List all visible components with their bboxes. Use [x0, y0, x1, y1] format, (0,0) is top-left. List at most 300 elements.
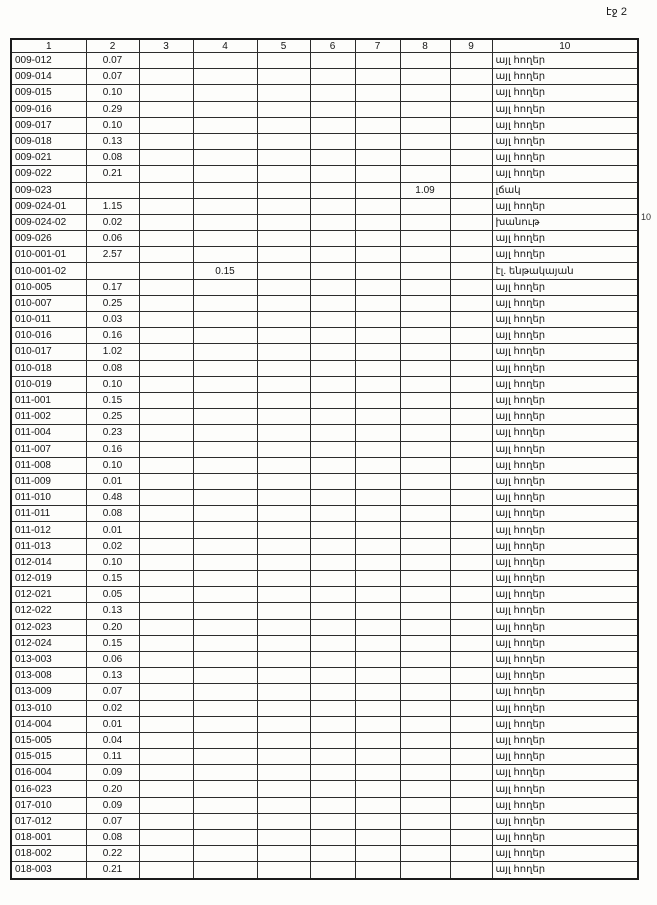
- table-cell: [310, 765, 355, 781]
- table-cell: 0.09: [86, 797, 139, 813]
- table-cell: այլ հողեր: [492, 490, 638, 506]
- table-row: [11, 182, 638, 198]
- table-cell: այլ հողեր: [492, 749, 638, 765]
- table-cell: [450, 765, 492, 781]
- table-cell: [257, 635, 310, 651]
- table-cell: [310, 376, 355, 392]
- table-cell: 0.03: [86, 312, 139, 328]
- table-cell: [193, 53, 257, 69]
- table-cell: [257, 133, 310, 149]
- table-cell: [257, 846, 310, 862]
- table-cell: [139, 182, 193, 198]
- table-cell: 0.17: [86, 279, 139, 295]
- table-cell: [193, 312, 257, 328]
- table-cell: [400, 247, 450, 263]
- table-cell: 009-018: [11, 133, 86, 149]
- table-cell: 015-005: [11, 732, 86, 748]
- table-cell: 0.02: [86, 700, 139, 716]
- table-cell: [139, 231, 193, 247]
- table-cell: [450, 214, 492, 230]
- table-cell: 009-014: [11, 69, 86, 85]
- table-cell: [355, 247, 400, 263]
- table-cell: [400, 425, 450, 441]
- table-cell: [450, 619, 492, 635]
- table-row: [11, 247, 638, 263]
- table-cell: [257, 651, 310, 667]
- table-cell: [257, 263, 310, 279]
- table-cell: [310, 425, 355, 441]
- table-cell: [193, 425, 257, 441]
- table-cell: 0.10: [86, 85, 139, 101]
- table-cell: [355, 668, 400, 684]
- table-cell: [193, 117, 257, 133]
- table-cell: [310, 473, 355, 489]
- table-cell: [400, 797, 450, 813]
- table-cell: [400, 214, 450, 230]
- table-cell: [139, 797, 193, 813]
- table-cell: [193, 538, 257, 554]
- table-cell: [450, 473, 492, 489]
- table-cell: 016-004: [11, 765, 86, 781]
- table-row: [11, 117, 638, 133]
- table-cell: [310, 700, 355, 716]
- table-cell: [355, 473, 400, 489]
- table-cell: [310, 231, 355, 247]
- table-cell: [400, 781, 450, 797]
- table-cell: 0.01: [86, 522, 139, 538]
- table-cell: [355, 538, 400, 554]
- table-cell: այլ հողեր: [492, 231, 638, 247]
- table-cell: այլ հողեր: [492, 360, 638, 376]
- table-cell: 010-016: [11, 328, 86, 344]
- table-cell: այլ հողեր: [492, 684, 638, 700]
- table-cell: [193, 182, 257, 198]
- table-cell: 0.23: [86, 425, 139, 441]
- table-cell: [450, 166, 492, 182]
- table-cell: 0.13: [86, 133, 139, 149]
- table-cell: 011-004: [11, 425, 86, 441]
- table-cell: [400, 603, 450, 619]
- table-cell: [139, 360, 193, 376]
- table-cell: [257, 700, 310, 716]
- table-cell: [257, 150, 310, 166]
- table-cell: [355, 150, 400, 166]
- table-cell: [400, 279, 450, 295]
- table-cell: [400, 830, 450, 846]
- table-cell: [193, 101, 257, 117]
- table-cell: [400, 392, 450, 408]
- table-cell: [355, 117, 400, 133]
- table-cell: [400, 846, 450, 862]
- table-cell: [139, 344, 193, 360]
- table-cell: [355, 101, 400, 117]
- table-cell: [193, 668, 257, 684]
- margin-note: 10: [641, 212, 652, 222]
- table-cell: [355, 328, 400, 344]
- table-cell: [257, 279, 310, 295]
- table-cell: [257, 522, 310, 538]
- table-cell: [310, 587, 355, 603]
- table-cell: [400, 473, 450, 489]
- table-cell: [355, 587, 400, 603]
- table-cell: [310, 651, 355, 667]
- table-cell: այլ հողեր: [492, 522, 638, 538]
- table-cell: [193, 344, 257, 360]
- table-cell: այլ հողեր: [492, 198, 638, 214]
- table-cell: [139, 700, 193, 716]
- table-cell: [400, 409, 450, 425]
- table-cell: [450, 813, 492, 829]
- table-cell: [193, 716, 257, 732]
- table-cell: [355, 506, 400, 522]
- table-cell: [400, 360, 450, 376]
- column-header: 2: [86, 39, 139, 53]
- table-cell: այլ հողեր: [492, 344, 638, 360]
- column-header: 7: [355, 39, 400, 53]
- table-cell: 009-017: [11, 117, 86, 133]
- table-cell: 017-010: [11, 797, 86, 813]
- table-cell: 0.15: [86, 635, 139, 651]
- table-cell: 0.13: [86, 668, 139, 684]
- table-cell: [355, 635, 400, 651]
- table-cell: [193, 522, 257, 538]
- table-row: [11, 360, 638, 376]
- table-cell: [355, 166, 400, 182]
- table-row: [11, 846, 638, 862]
- table-cell: [139, 830, 193, 846]
- table-cell: [139, 279, 193, 295]
- table-cell: 0.16: [86, 328, 139, 344]
- table-cell: [257, 344, 310, 360]
- table-cell: 011-001: [11, 392, 86, 408]
- table-cell: [450, 85, 492, 101]
- table-cell: [450, 198, 492, 214]
- table-cell: [139, 53, 193, 69]
- table-cell: [139, 247, 193, 263]
- table-cell: [310, 554, 355, 570]
- table-cell: [310, 441, 355, 457]
- column-header: 6: [310, 39, 355, 53]
- table-cell: այլ հողեր: [492, 409, 638, 425]
- table-cell: [139, 328, 193, 344]
- table-cell: [139, 392, 193, 408]
- table-cell: 018-003: [11, 862, 86, 879]
- table-cell: [400, 295, 450, 311]
- table-cell: [400, 765, 450, 781]
- table-cell: այլ հողեր: [492, 133, 638, 149]
- table-cell: [193, 133, 257, 149]
- table-row: [11, 166, 638, 182]
- table-cell: [310, 166, 355, 182]
- table-cell: 0.06: [86, 651, 139, 667]
- table-cell: [193, 506, 257, 522]
- table-cell: այլ հողեր: [492, 765, 638, 781]
- table-cell: 0.10: [86, 457, 139, 473]
- table-cell: [193, 571, 257, 587]
- table-cell: 0.08: [86, 150, 139, 166]
- table-cell: [400, 53, 450, 69]
- table-cell: [310, 603, 355, 619]
- table-cell: [139, 312, 193, 328]
- table-cell: [310, 716, 355, 732]
- table-row: [11, 312, 638, 328]
- table-row: [11, 376, 638, 392]
- table-cell: [193, 360, 257, 376]
- table-cell: 018-002: [11, 846, 86, 862]
- table-row: [11, 409, 638, 425]
- table-cell: [450, 571, 492, 587]
- table-cell: [355, 457, 400, 473]
- table-cell: 0.07: [86, 813, 139, 829]
- table-cell: [355, 522, 400, 538]
- table-cell: [310, 263, 355, 279]
- table-cell: [193, 328, 257, 344]
- table-cell: [400, 328, 450, 344]
- table-cell: [257, 360, 310, 376]
- table-cell: [450, 603, 492, 619]
- table-cell: այլ հողեր: [492, 716, 638, 732]
- table-cell: այլ հողեր: [492, 635, 638, 651]
- table-cell: 0.07: [86, 53, 139, 69]
- table-cell: այլ հողեր: [492, 117, 638, 133]
- table-cell: [257, 69, 310, 85]
- table-cell: [355, 69, 400, 85]
- table-cell: [450, 279, 492, 295]
- table-cell: [450, 797, 492, 813]
- table-cell: այլ հողեր: [492, 312, 638, 328]
- table-cell: այլ հողեր: [492, 279, 638, 295]
- table-cell: 0.21: [86, 166, 139, 182]
- table-cell: [86, 182, 139, 198]
- table-cell: [355, 603, 400, 619]
- table-cell: [310, 328, 355, 344]
- table-cell: [257, 554, 310, 570]
- table-cell: [257, 101, 310, 117]
- table-cell: [450, 69, 492, 85]
- table-cell: [139, 716, 193, 732]
- table-cell: [310, 69, 355, 85]
- table-cell: 0.15: [193, 263, 257, 279]
- table-row: [11, 619, 638, 635]
- table-cell: [355, 781, 400, 797]
- table-cell: 013-010: [11, 700, 86, 716]
- table-header-row: [11, 39, 638, 53]
- table-cell: [400, 263, 450, 279]
- table-cell: [355, 85, 400, 101]
- table-cell: [139, 69, 193, 85]
- table-cell: [450, 781, 492, 797]
- table-cell: [400, 668, 450, 684]
- table-cell: [193, 295, 257, 311]
- table-cell: [139, 441, 193, 457]
- table-cell: [355, 231, 400, 247]
- table-cell: [450, 457, 492, 473]
- table-cell: [139, 150, 193, 166]
- table-cell: [257, 85, 310, 101]
- table-cell: 010-007: [11, 295, 86, 311]
- table-cell: [139, 651, 193, 667]
- table-cell: [400, 198, 450, 214]
- table-cell: 009-023: [11, 182, 86, 198]
- table-cell: [257, 538, 310, 554]
- table-cell: [400, 85, 450, 101]
- table-cell: 012-022: [11, 603, 86, 619]
- table-cell: այլ հողեր: [492, 862, 638, 879]
- table-row: [11, 279, 638, 295]
- table-row: [11, 668, 638, 684]
- table-cell: [139, 490, 193, 506]
- column-header: 3: [139, 39, 193, 53]
- table-cell: [257, 392, 310, 408]
- table-cell: [193, 797, 257, 813]
- table-cell: [310, 571, 355, 587]
- table-row: [11, 69, 638, 85]
- table-cell: [400, 862, 450, 879]
- table-cell: [310, 409, 355, 425]
- table-cell: [355, 133, 400, 149]
- column-header: 1: [11, 39, 86, 53]
- table-cell: [400, 457, 450, 473]
- table-cell: [139, 765, 193, 781]
- table-cell: [193, 247, 257, 263]
- table-cell: [450, 263, 492, 279]
- table-cell: այլ հողեր: [492, 813, 638, 829]
- table-cell: այլ հողեր: [492, 554, 638, 570]
- table-cell: [450, 846, 492, 862]
- table-cell: [355, 360, 400, 376]
- table-cell: այլ հողեր: [492, 166, 638, 182]
- table-cell: էլ. ենթակայան: [492, 263, 638, 279]
- table-cell: այլ հողեր: [492, 830, 638, 846]
- table-row: [11, 425, 638, 441]
- table-cell: [257, 198, 310, 214]
- table-cell: 0.07: [86, 684, 139, 700]
- table-cell: [450, 344, 492, 360]
- table-cell: [450, 862, 492, 879]
- table-cell: [400, 344, 450, 360]
- table-cell: [355, 732, 400, 748]
- table-cell: 014-004: [11, 716, 86, 732]
- table-cell: [400, 700, 450, 716]
- table-cell: [257, 312, 310, 328]
- table-cell: [193, 166, 257, 182]
- table-cell: [400, 635, 450, 651]
- table-cell: 009-021: [11, 150, 86, 166]
- table-cell: 0.29: [86, 101, 139, 117]
- table-cell: [257, 571, 310, 587]
- table-cell: [355, 392, 400, 408]
- table-cell: այլ հողեր: [492, 328, 638, 344]
- table-cell: [310, 392, 355, 408]
- table-row: [11, 295, 638, 311]
- table-cell: այլ հողեր: [492, 69, 638, 85]
- table-cell: 009-024-02: [11, 214, 86, 230]
- table-cell: այլ հողեր: [492, 457, 638, 473]
- table-cell: [400, 69, 450, 85]
- table-cell: 018-001: [11, 830, 86, 846]
- table-cell: [257, 117, 310, 133]
- table-cell: [257, 409, 310, 425]
- table-cell: [355, 441, 400, 457]
- table-cell: 0.10: [86, 376, 139, 392]
- table-cell: այլ հողեր: [492, 668, 638, 684]
- table-cell: [450, 133, 492, 149]
- table-cell: [139, 101, 193, 117]
- table-cell: [257, 214, 310, 230]
- table-cell: [139, 506, 193, 522]
- table-cell: [257, 603, 310, 619]
- table-cell: [139, 457, 193, 473]
- table-row: [11, 732, 638, 748]
- table-cell: [257, 376, 310, 392]
- table-cell: [400, 554, 450, 570]
- table-cell: [310, 133, 355, 149]
- table-cell: 011-009: [11, 473, 86, 489]
- table-cell: [193, 651, 257, 667]
- table-row: [11, 263, 638, 279]
- table-cell: այլ հողեր: [492, 732, 638, 748]
- table-cell: [139, 166, 193, 182]
- table-cell: [450, 506, 492, 522]
- table-cell: [139, 133, 193, 149]
- table-cell: այլ հողեր: [492, 150, 638, 166]
- table-cell: [450, 651, 492, 667]
- table-cell: [450, 668, 492, 684]
- table-cell: 0.16: [86, 441, 139, 457]
- table-cell: [139, 684, 193, 700]
- table-cell: [257, 53, 310, 69]
- table-cell: 010-018: [11, 360, 86, 376]
- table-cell: [139, 198, 193, 214]
- table-cell: [310, 344, 355, 360]
- table-row: [11, 797, 638, 813]
- table-cell: 015-015: [11, 749, 86, 765]
- table-cell: [310, 247, 355, 263]
- table-cell: [139, 635, 193, 651]
- table-row: [11, 392, 638, 408]
- table-row: [11, 603, 638, 619]
- table-cell: [400, 571, 450, 587]
- table-row: [11, 862, 638, 879]
- table-row: [11, 490, 638, 506]
- table-cell: [139, 603, 193, 619]
- table-cell: [355, 571, 400, 587]
- table-row: [11, 457, 638, 473]
- table-cell: [139, 376, 193, 392]
- table-cell: 012-023: [11, 619, 86, 635]
- table-cell: [193, 69, 257, 85]
- table-cell: 1.09: [400, 182, 450, 198]
- table-cell: [193, 231, 257, 247]
- table-row: [11, 571, 638, 587]
- table-row: [11, 344, 638, 360]
- table-cell: [450, 441, 492, 457]
- table-cell: 0.21: [86, 862, 139, 879]
- table-cell: [450, 587, 492, 603]
- table-cell: [450, 538, 492, 554]
- table-cell: [355, 409, 400, 425]
- table-cell: [450, 360, 492, 376]
- page-number-label: էջ 2: [606, 6, 627, 18]
- table-cell: այլ հողեր: [492, 247, 638, 263]
- table-cell: 0.15: [86, 392, 139, 408]
- table-cell: այլ հողեր: [492, 846, 638, 862]
- table-cell: [310, 684, 355, 700]
- table-cell: [450, 312, 492, 328]
- table-row: [11, 85, 638, 101]
- table-cell: 009-016: [11, 101, 86, 117]
- table-cell: [139, 668, 193, 684]
